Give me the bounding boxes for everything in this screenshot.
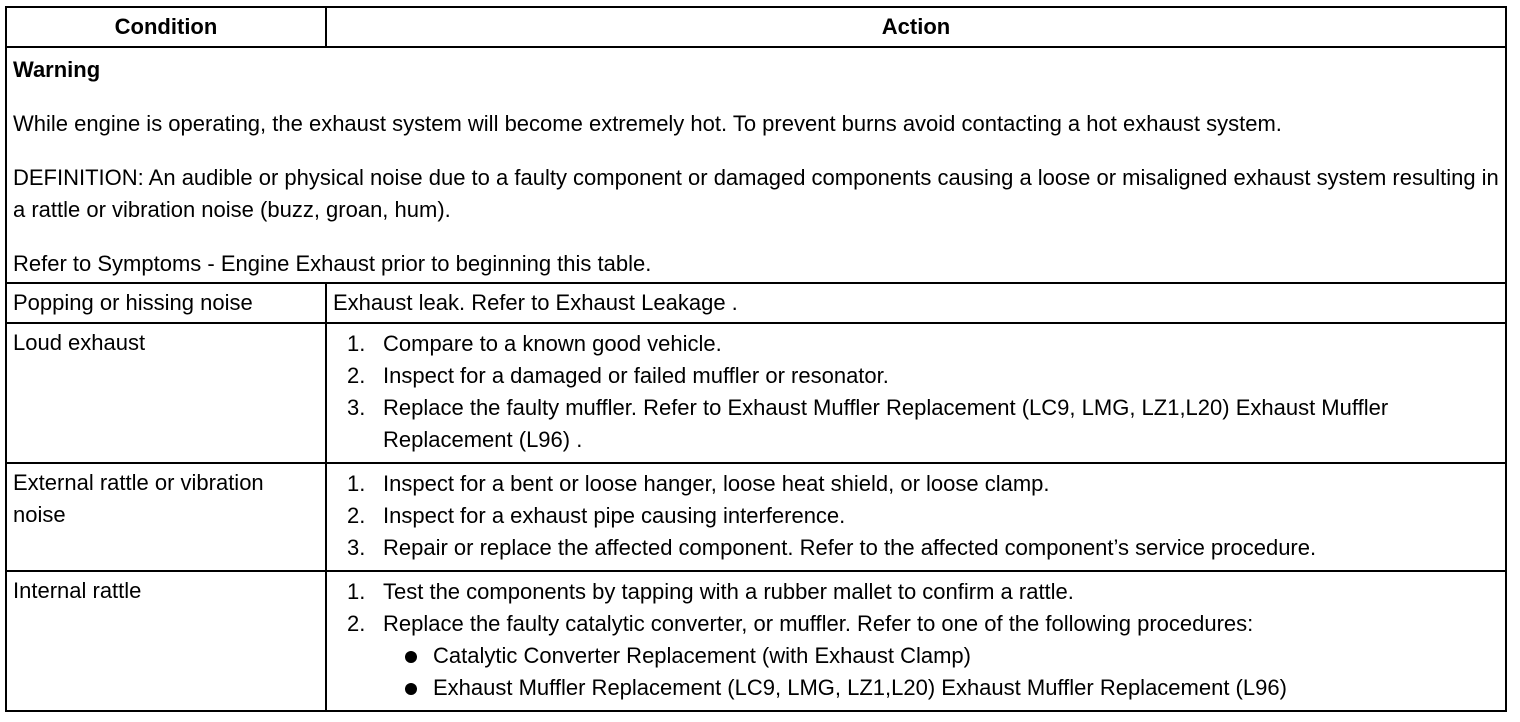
header-action: Action	[326, 7, 1506, 47]
action-cell	[326, 463, 1506, 571]
condition-text: External rattle or vibration noise	[13, 470, 264, 527]
step-number: 1.	[347, 471, 366, 496]
step-text: Compare to a known good vehicle.	[383, 331, 722, 356]
step-item	[333, 608, 1499, 704]
warning-title: Warning	[13, 57, 101, 82]
step-item	[333, 532, 1499, 564]
warning-row	[6, 47, 1506, 283]
warning-cell	[6, 47, 1506, 283]
header-row	[6, 7, 1506, 47]
condition-cell	[6, 323, 326, 463]
step-item	[333, 500, 1499, 532]
condition-cell	[6, 571, 326, 711]
condition-text: Internal rattle	[13, 578, 142, 603]
step-text: Inspect for a exhaust pipe causing interference.	[383, 503, 846, 528]
step-text: Replace the faulty catalytic converter, or muffler. Refer to one of the following procedures:	[383, 611, 1254, 636]
diagnostic-table	[5, 6, 1507, 712]
action-cell	[326, 323, 1506, 463]
step-number: 3.	[347, 395, 366, 420]
procedure-item	[383, 672, 1499, 704]
header-condition: Condition	[6, 7, 326, 47]
step-text: Replace the faulty muffler. Refer to Exhaust Muffler Replacement (LC9, LMG, LZ1,L20) Exhaust Muffler Replacement (L96) .	[383, 395, 1389, 452]
procedure-item	[383, 640, 1499, 672]
step-list	[333, 468, 1499, 564]
step-number: 2.	[347, 503, 366, 528]
bullet-icon	[405, 683, 417, 695]
step-number: 1.	[347, 579, 366, 604]
table-row	[6, 283, 1506, 323]
action-cell	[326, 571, 1506, 711]
refer-text: Refer to Symptoms - Engine Exhaust prior to beginning this table.	[13, 251, 652, 276]
condition-text: Loud exhaust	[13, 330, 146, 355]
procedure-text: Exhaust Muffler Replacement (LC9, LMG, LZ1,L20) Exhaust Muffler Replacement (L96)	[433, 675, 1287, 700]
procedure-text: Catalytic Converter Replacement (with Exhaust Clamp)	[433, 643, 971, 668]
step-item	[333, 360, 1499, 392]
step-item	[333, 576, 1499, 608]
action-cell	[326, 283, 1506, 323]
step-text: Inspect for a bent or loose hanger, loose heat shield, or loose clamp.	[383, 471, 1050, 496]
definition-text: DEFINITION: An audible or physical noise due to a faulty component or damaged components causing a loose or misaligned exhaust system resulting in a rattle or vibration noise (buzz, groan, hum).	[13, 165, 1499, 222]
step-list	[333, 328, 1499, 456]
condition-cell	[6, 463, 326, 571]
step-number: 3.	[347, 535, 366, 560]
table-row	[6, 571, 1506, 711]
step-item	[333, 328, 1499, 360]
warning-text: While engine is operating, the exhaust system will become extremely hot. To prevent burns avoid contacting a hot exhaust system.	[13, 111, 1282, 136]
step-text: Test the components by tapping with a rubber mallet to confirm a rattle.	[383, 579, 1074, 604]
step-number: 1.	[347, 331, 366, 356]
step-text: Repair or replace the affected component. Refer to the affected component’s service procedure.	[383, 535, 1317, 560]
condition-cell	[6, 283, 326, 323]
step-item	[333, 392, 1499, 456]
step-list	[333, 576, 1499, 704]
action-text: Exhaust leak. Refer to Exhaust Leakage .	[333, 290, 738, 315]
table-row	[6, 323, 1506, 463]
table-row	[6, 463, 1506, 571]
step-text: Inspect for a damaged or failed muffler or resonator.	[383, 363, 889, 388]
procedure-list	[383, 640, 1499, 704]
bullet-icon	[405, 651, 417, 663]
step-number: 2.	[347, 611, 366, 636]
condition-text: Popping or hissing noise	[13, 290, 253, 315]
step-number: 2.	[347, 363, 366, 388]
step-item	[333, 468, 1499, 500]
